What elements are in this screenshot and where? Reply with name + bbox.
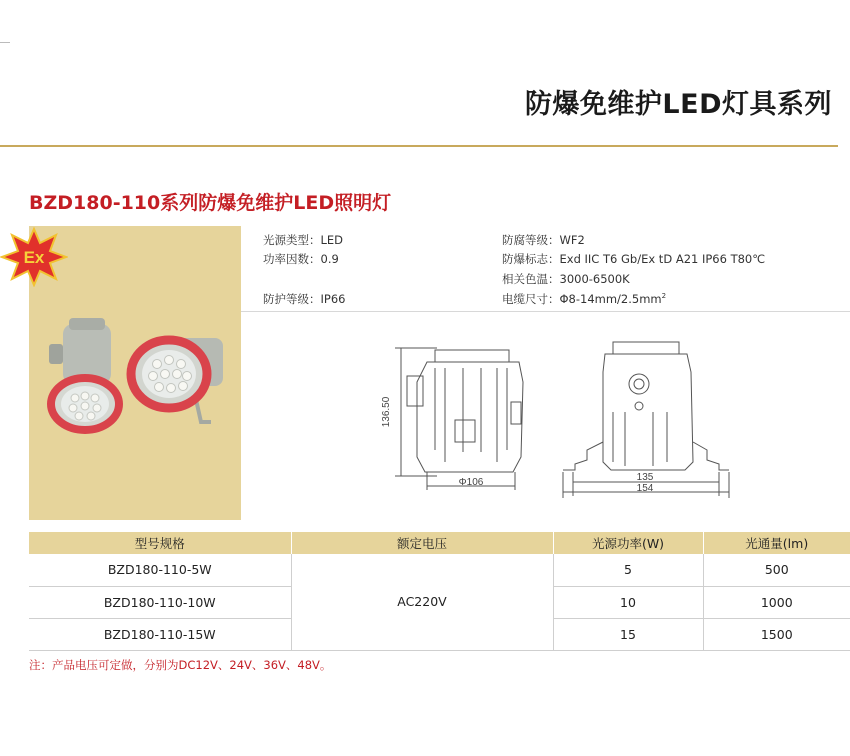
cell-flux: 500	[703, 554, 850, 586]
specs-panel	[241, 226, 850, 312]
spec-explosion-mark: 防爆标志：Exd IIC T6 Gb/Ex tD A21 IP66 T80℃	[502, 252, 766, 266]
technical-drawing	[241, 312, 850, 520]
spec-protection-grade: 防护等级：IP66	[263, 292, 346, 306]
lamp-right-image	[129, 338, 223, 422]
table-row	[29, 554, 850, 586]
cell-power: 15	[553, 618, 703, 650]
header-flux: 光通量(lm)	[703, 532, 850, 554]
header-divider	[0, 145, 838, 147]
header-model: 型号规格	[29, 532, 291, 554]
spec-light-source: 光源类型：LED	[263, 233, 344, 247]
crop-mark	[0, 42, 10, 43]
cell-flux: 1500	[703, 618, 850, 650]
base-dimension-label: Φ106	[458, 477, 484, 488]
table-header-row	[29, 532, 850, 554]
header-power: 光源功率(W)	[553, 532, 703, 554]
outer-width-dimension-label: 154	[636, 483, 654, 494]
front-view-drawing	[395, 348, 523, 490]
inner-width-dimension-label: 135	[636, 472, 654, 483]
model-spec-table	[29, 532, 850, 651]
ex-badge-label: Ex	[23, 248, 45, 267]
spec-cable-size: 电缆尺寸：$\Phi 8-14mm/2.5mm^2$	[502, 292, 667, 306]
lamp-left-image	[49, 318, 121, 432]
cell-model: BZD180-110-10W	[29, 586, 291, 618]
header-voltage: 额定电压	[291, 532, 553, 554]
spec-color-temperature: 相关色温：3000-6500K	[502, 272, 630, 286]
spec-power-factor: 功率因数：0.9	[263, 252, 339, 266]
series-title: 防爆免维护LED灯具系列	[524, 89, 832, 120]
cell-model: BZD180-110-5W	[29, 554, 291, 586]
cell-voltage: AC220V	[291, 554, 553, 650]
voltage-customization-note: 注：产品电压可定做，分别为DC12V、24V、36V、48V。	[29, 658, 332, 672]
cell-power: 10	[553, 586, 703, 618]
cell-flux: 1000	[703, 586, 850, 618]
cell-power: 5	[553, 554, 703, 586]
height-dimension-label: 136.50	[381, 396, 392, 428]
ex-explosion-proof-badge	[0, 227, 68, 287]
product-title: BZD180-110系列防爆免维护LED照明灯	[29, 192, 392, 214]
cell-model: BZD180-110-15W	[29, 618, 291, 650]
spec-anticorrosion-grade: 防腐等级：WF2	[502, 233, 585, 247]
